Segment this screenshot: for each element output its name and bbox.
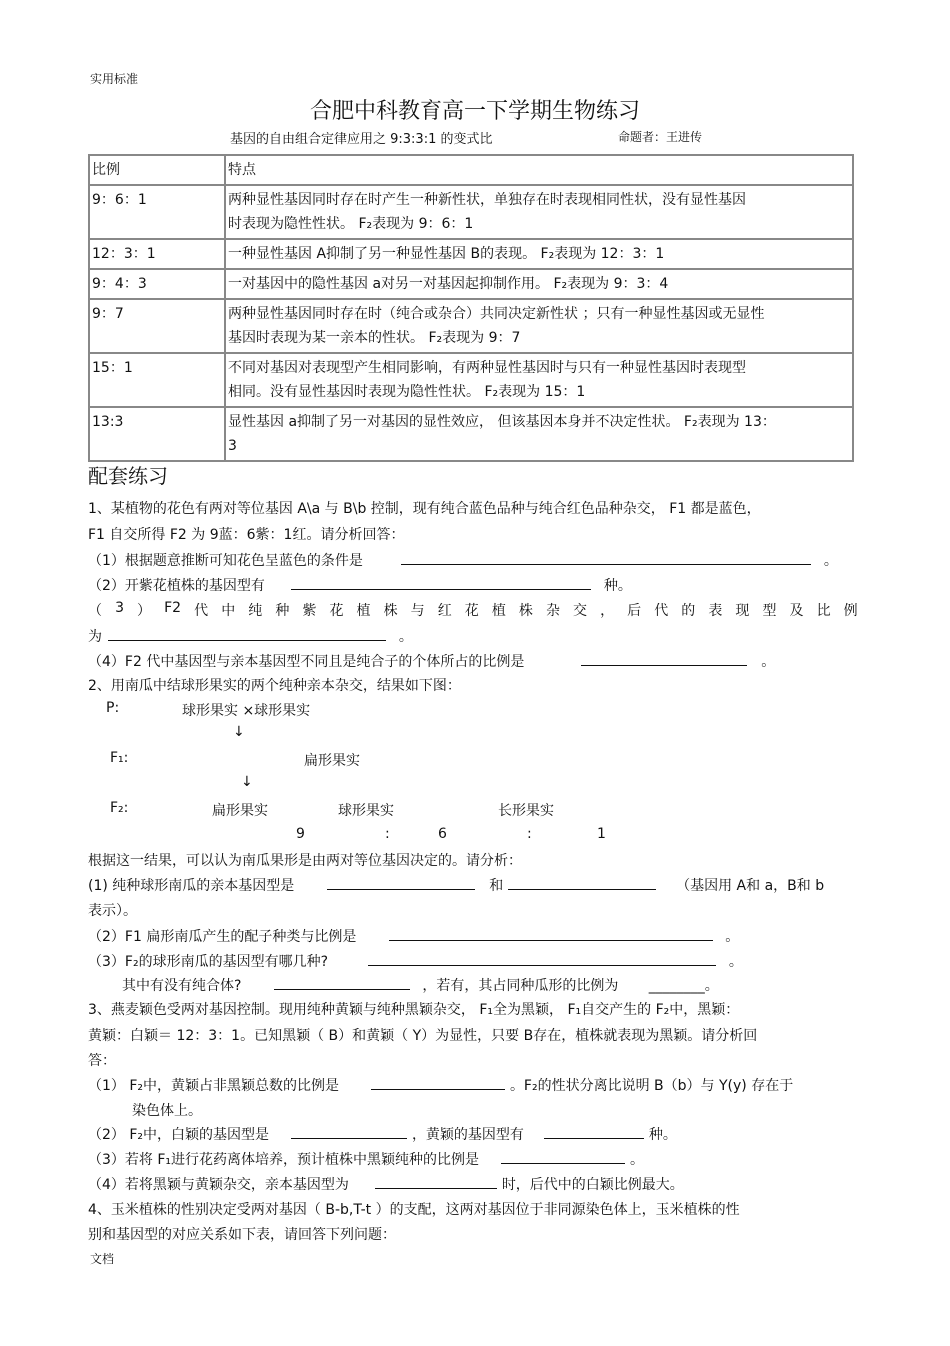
q3-sub1-cont: 染色体上。 (132, 1103, 202, 1119)
q2-sub3 (88, 951, 743, 971)
q4-stem-line1: 4、玉米植株的性别决定受两对基因（ B-b,T-t ）的支配，这两对基因位于非同源染色体上，玉米植株的性 (88, 1202, 740, 1218)
q1-stem-line2: F1 自交所得 F2 为 9蓝：6紫：1红。请分析回答： (88, 527, 405, 543)
subtitle: 基因的自由组合定律应用之 9:3:3:1 的变式比 (230, 132, 493, 147)
q2-sub1-cont: 表示）。 (88, 903, 137, 919)
cross-ratio-colon: : (527, 826, 532, 842)
answer-blank[interactable] (501, 1149, 625, 1164)
cross-ratio-value: 6 (438, 826, 447, 842)
q1-part3-end: 。 (398, 629, 413, 645)
q3-sub1 (88, 1075, 793, 1095)
table-cell-ratio: 12：3：1 (89, 239, 225, 269)
q1-part3-char: 3 (115, 600, 124, 616)
q1-part3-char: （ (88, 603, 102, 619)
cross-f2-label: F₂: (110, 800, 129, 816)
arrow-down-icon: ↓ (241, 774, 253, 790)
q2-sub1-end: （基因用 A和 a，B和 b (676, 878, 825, 894)
q1-part3-char: 比 (816, 603, 831, 619)
table-header-ratio: 比例 (89, 155, 225, 185)
q1-part3-char: 型 (762, 603, 777, 619)
q1-part3-char: 紫 (302, 603, 317, 619)
q1-part1-end: 。 (823, 553, 838, 569)
cross-f2-value: 扁形果实 (212, 803, 268, 819)
cross-f1-label: F₁: (110, 750, 129, 766)
table-header-feature: 特点 (225, 155, 853, 185)
cross-ratio-value: 9 (296, 826, 305, 842)
q1-part2-text: （2）开紫花植株的基因型有 (88, 578, 265, 594)
answer-blank[interactable] (508, 875, 656, 890)
cross-f2-value: 球形果实 (338, 803, 394, 819)
q3-sub4-text: （4）若将黑颖与黄颖杂交，亲本基因型为 (88, 1177, 349, 1193)
table-row (89, 269, 853, 299)
q1-part3-char: F2 (164, 600, 182, 616)
q1-part3-line2 (88, 626, 413, 646)
q1-part3-char: 花 (329, 603, 344, 619)
q1-part3-char: 植 (356, 603, 371, 619)
q2-sub2 (88, 926, 739, 946)
q1-part3-char: 株 (383, 603, 398, 619)
feature-line: 一种显性基因 A抑制了另一种显性基因 B的表现。 F₂表现为 12：3：1 (228, 246, 665, 262)
table-row (89, 353, 853, 407)
q3-stem-line1: 3、燕麦颖色受两对基因控制。现用纯种黄颖与纯种黑颖杂交， F₁全为黑颖， F₁自交产生的 F₂中，黑颖： (88, 1002, 740, 1018)
feature-line: 基因时表现为某一亲本的性状。 F₂表现为 9：7 (228, 330, 521, 346)
table-cell-feature (225, 269, 853, 299)
q1-part3-char: ， (600, 603, 615, 619)
table-row (89, 239, 853, 269)
answer-blank[interactable] (581, 651, 747, 666)
q1-part3-char: 与 (410, 603, 425, 619)
feature-line: 不同对基因对表现型产生相同影响，有两种显性基因时与只有一种显性基因时表现型 (228, 360, 746, 376)
table-cell-ratio: 9：4：3 (89, 269, 225, 299)
answer-blank[interactable] (544, 1124, 644, 1139)
q1-part3-char: 表 (708, 603, 723, 619)
q2-sub3b-mid: ，若有，其占同种瓜形的比例为 (422, 978, 619, 994)
ratio-table (88, 154, 854, 462)
q1-part2-end: 种。 (603, 578, 632, 594)
q1-part3-prefix: 为 (88, 629, 102, 645)
q3-sub2-end: 种。 (648, 1127, 677, 1143)
table-cell-feature (225, 185, 853, 239)
q2-sub3b (122, 975, 719, 995)
q3-sub3 (88, 1149, 644, 1169)
answer-blank[interactable] (375, 1174, 497, 1189)
feature-line: 一对基因中的隐性基因 a对另一对基因起抑制作用。 F₂表现为 9：3：4 (228, 276, 669, 292)
answer-blank[interactable] (371, 1075, 505, 1090)
q3-sub2-mid: ，黄颖的基因型有 (411, 1127, 524, 1143)
q2-sub1 (88, 875, 824, 895)
q2-sub3-end: 。 (728, 954, 743, 970)
q3-sub2-text: （2） F₂中，白颖的基因型是 (88, 1127, 270, 1143)
q2-stem: 2、用南瓜中结球形果实的两个纯种亲本杂交，结果如下图： (88, 678, 461, 694)
cross-p-label: P: (106, 700, 120, 716)
cross-f2-value: 长形果实 (498, 803, 554, 819)
table-header-row (89, 155, 853, 185)
q2-sub3b-text: 其中有没有纯合体? (122, 978, 242, 994)
q2-sub3b-tail: ________。 (648, 978, 719, 994)
arrow-down-icon: ↓ (233, 724, 245, 740)
footer-note: 文档 (90, 1252, 115, 1266)
answer-blank[interactable] (327, 875, 475, 890)
table-cell-feature (225, 407, 853, 461)
q1-part3-char: 后 (627, 603, 642, 619)
q1-part3-line1 (88, 600, 858, 620)
answer-blank[interactable] (291, 1124, 407, 1139)
table-row (89, 185, 853, 239)
table-row (89, 407, 853, 461)
feature-line: 两种显性基因同时存在时（纯合或杂合）共同决定新性状 ；只有一种显性基因或无显性 (228, 306, 765, 322)
q1-part3-char: 交 (573, 603, 588, 619)
feature-line: 3 (228, 438, 237, 454)
feature-line: 时表现为隐性性状。 F₂表现为 9：6：1 (228, 216, 474, 232)
q1-part3-char: 及 (789, 603, 804, 619)
q1-part3-char: 的 (681, 603, 696, 619)
table-cell-ratio: 15：1 (89, 353, 225, 407)
table-cell-feature (225, 299, 853, 353)
q2-sub3-text: （3）F₂的球形南瓜的基因型有哪几种? (88, 954, 329, 970)
q1-part3-char: 纯 (248, 603, 263, 619)
q3-sub1-mid: 。F₂的性状分离比说明 B（b）与 Y(y) 存在于 (509, 1078, 794, 1094)
q1-part4-text: （4）F2 代中基因型与亲本基因型不同且是纯合子的个体所占的比例是 (88, 654, 525, 670)
table-cell-feature (225, 239, 853, 269)
feature-line: 相同。没有显性基因时表现为隐性性状。 F₂表现为 15：1 (228, 384, 586, 400)
q1-part3-char: 杂 (545, 603, 560, 619)
q1-part2 (88, 575, 632, 595)
q1-part3-char: 代 (194, 603, 209, 619)
answer-blank[interactable] (389, 926, 713, 941)
q2-sub1-text: (1) 纯种球形南瓜的亲本基因型是 (88, 878, 295, 894)
q3-sub1-text: （1） F₂中，黄颖占非黑颖总数的比例是 (88, 1078, 340, 1094)
q2-sub1-mid: 和 (489, 878, 504, 894)
q1-part3-char: 例 (843, 603, 858, 619)
q1-part3-char: 红 (437, 603, 452, 619)
table-cell-feature (225, 353, 853, 407)
table-cell-ratio: 9：7 (89, 299, 225, 353)
q1-part4-end: 。 (761, 654, 776, 670)
cross-ratio-value: 1 (597, 826, 606, 842)
q1-part3-char: 植 (491, 603, 506, 619)
q1-part1 (88, 550, 838, 570)
q1-part3-char: 株 (518, 603, 533, 619)
feature-line: 显性基因 a抑制了另一对基因的显性效应， 但该基因本身并不决定性状。 F₂表现为 13： (228, 414, 776, 430)
section-title: 配套练习 (88, 464, 168, 488)
answer-blank[interactable] (401, 550, 811, 565)
q2-sub2-end: 。 (725, 929, 740, 945)
q1-part3-char: 花 (464, 603, 479, 619)
q3-sub3-end: 。 (629, 1152, 644, 1168)
q1-part4 (88, 651, 775, 671)
q1-part3-char: 现 (735, 603, 750, 619)
q2-after: 根据这一结果，可以认为南瓜果形是由两对等位基因决定的。请分析： (88, 853, 522, 869)
answer-blank[interactable] (108, 626, 386, 641)
q3-sub2 (88, 1124, 677, 1144)
q3-sub4-end: 时，后代中的白颖比例最大。 (501, 1177, 684, 1193)
page-title: 合肥中科教育高一下学期生物练习 (309, 99, 640, 124)
q1-part3-char: 中 (221, 603, 236, 619)
cross-ratio-colon: : (385, 826, 390, 842)
cross-f1-value: 扁形果实 (304, 753, 360, 769)
answer-blank[interactable] (291, 575, 591, 590)
header-note: 实用标准 (90, 72, 139, 86)
q1-part1-text: （1）根据题意推断可知花色呈蓝色的条件是 (88, 553, 363, 569)
q3-sub3-text: （3）若将 F₁进行花药离体培养，预计植株中黑颖纯种的比例是 (88, 1152, 480, 1168)
q1-part3-char: 代 (654, 603, 669, 619)
answer-blank[interactable] (274, 975, 410, 990)
q4-stem-line2: 别和基因型的对应关系如下表，请回答下列问题： (88, 1227, 396, 1243)
q1-part3-char: 种 (275, 603, 290, 619)
q3-stem-line2: 黄颖：白颖＝ 12：3：1。已知黑颖（ B）和黄颖（ Y）为显性，只要 B存在，植株就表现为黑颖。请分析回 (88, 1028, 758, 1044)
q1-stem-line1: 1、某植物的花色有两对等位基因 A\a 与 B\b 控制，现有纯合蓝色品种与纯合红色品种杂交， F1 都是蓝色， (88, 501, 761, 517)
answer-blank[interactable] (368, 951, 716, 966)
q1-part3-char: ） (137, 603, 152, 619)
table-cell-ratio: 13:3 (89, 407, 225, 461)
q3-sub4 (88, 1174, 684, 1194)
cross-p-parents: 球形果实 ×球形果实 (182, 703, 311, 719)
table-cell-ratio: 9：6：1 (89, 185, 225, 239)
feature-line: 两种显性基因同时存在时产生一种新性状，单独存在时表现相同性状，没有显性基因 (228, 192, 746, 208)
q2-sub2-text: （2）F1 扁形南瓜产生的配子种类与比例是 (88, 929, 357, 945)
author-credit: 命题者：王进传 (618, 130, 703, 144)
table-row (89, 299, 853, 353)
q3-stem-line3: 答： (88, 1053, 116, 1069)
